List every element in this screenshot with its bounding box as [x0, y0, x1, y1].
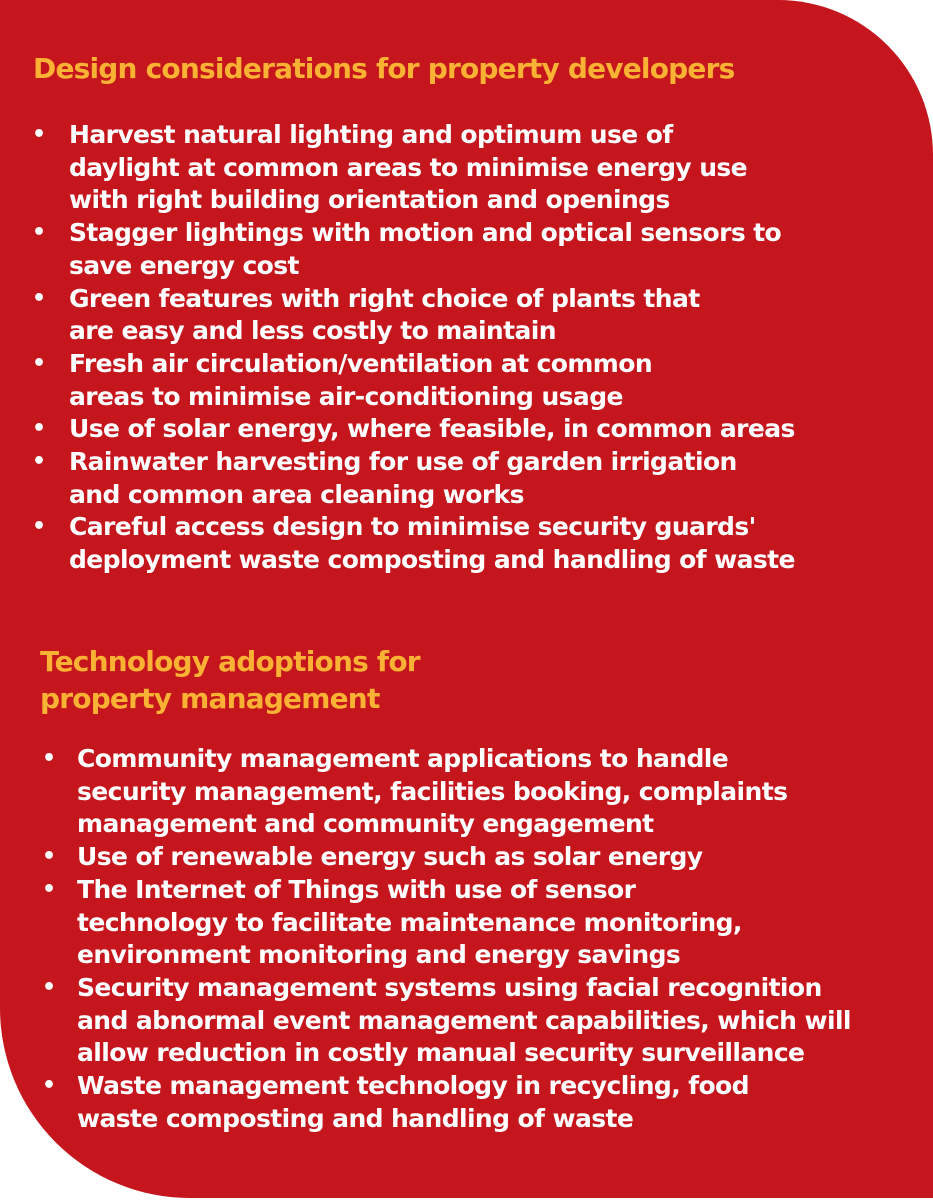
- list-item: [32, 217, 929, 282]
- list-item-text: Fresh air circulation/ventilation at common areas to minimise air-conditioning usage: [69, 348, 653, 411]
- bullet-icon: •: [42, 876, 56, 902]
- list-item-text: Community management applications to handle security management, facilities booking, complaints management and community engagement: [77, 744, 788, 839]
- list-item: [42, 841, 927, 874]
- bullet-icon: •: [32, 449, 46, 475]
- list-item-text: Careful access design to minimise security guards' deployment waste composting and handling of waste: [69, 512, 795, 575]
- list-item: [32, 446, 929, 511]
- list-item: [42, 972, 927, 1070]
- list-item: [32, 511, 929, 576]
- list-item: [32, 119, 929, 217]
- heading-line-1: Technology adoptions for: [40, 645, 420, 678]
- bullet-icon: •: [32, 220, 46, 246]
- bullet-icon: •: [32, 350, 46, 376]
- list-item: [42, 743, 927, 841]
- list-item: [42, 874, 927, 972]
- list-item-text: Use of solar energy, where feasible, in common areas: [69, 414, 795, 444]
- list-item: [32, 413, 929, 446]
- bullet-icon: •: [42, 844, 56, 870]
- list-item: [32, 283, 929, 348]
- bullet-icon: •: [42, 1073, 56, 1099]
- bullet-icon: •: [32, 122, 46, 147]
- list-item: [42, 1070, 927, 1135]
- bullet-icon: •: [42, 746, 56, 771]
- list-item-text: Green features with right choice of plants that are easy and less costly to maintain: [69, 283, 700, 346]
- list-item: [32, 348, 929, 413]
- list-item-text: Rainwater harvesting for use of garden irrigation and common area cleaning works: [69, 447, 737, 509]
- heading-line-2: property management: [40, 682, 380, 715]
- list-item-text: Harvest natural lighting and optimum use of daylight at common areas to minimise energy use with right building orientation and openings: [69, 120, 748, 215]
- bullet-icon: •: [42, 974, 56, 1000]
- bullet-icon: •: [32, 285, 46, 311]
- technology-adoptions-heading: [40, 643, 420, 717]
- list-item-text: Security management systems using facial recognition and abnormal event management capabilities, which will allow reduction in costly manual security surveillance: [77, 972, 851, 1068]
- list-item-text: Waste management technology in recycling, food waste composting and handling of waste: [77, 1071, 749, 1133]
- design-considerations-list: [32, 119, 929, 577]
- design-considerations-heading: Design considerations for property developers: [33, 52, 735, 85]
- list-item-text: Use of renewable energy such as solar energy: [77, 842, 703, 872]
- bullet-icon: •: [32, 416, 46, 442]
- technology-adoptions-list: [42, 743, 927, 1135]
- list-item-text: Stagger lightings with motion and optical sensors to save energy cost: [69, 218, 782, 280]
- bullet-icon: •: [32, 514, 46, 540]
- list-item-text: The Internet of Things with use of sensor technology to facilitate maintenance monitoring, environment monitoring and energy savings: [77, 874, 742, 970]
